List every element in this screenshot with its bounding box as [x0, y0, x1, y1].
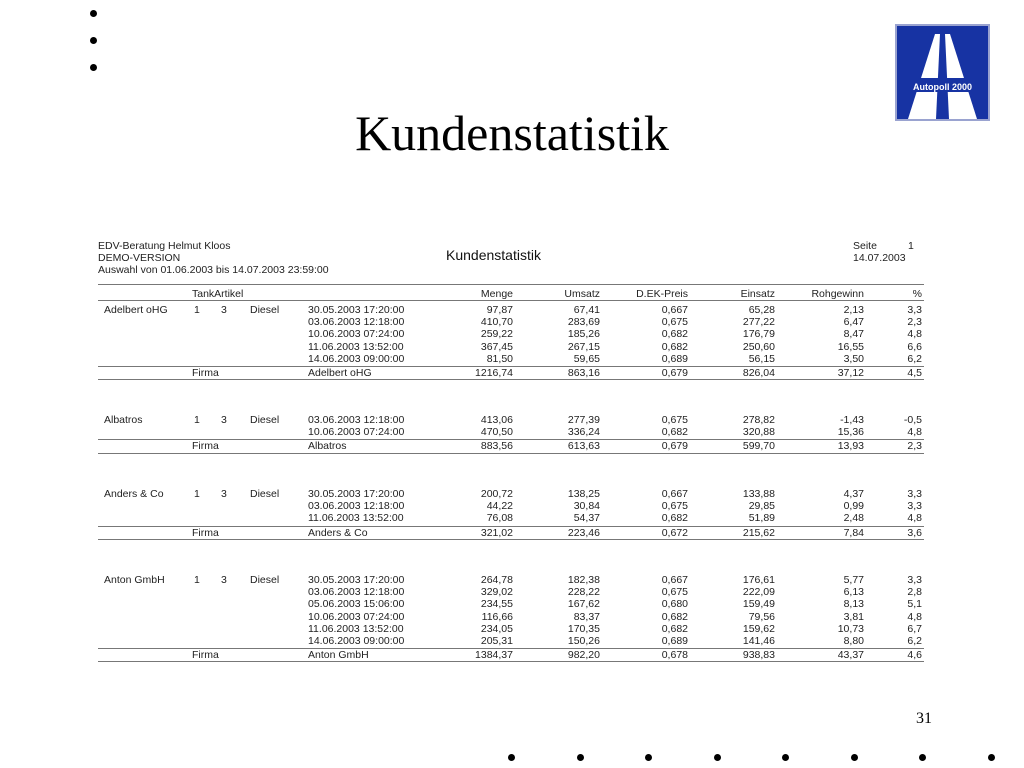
row-value: 4,8 [907, 328, 922, 341]
row-value: -1,43 [840, 414, 864, 426]
row-value: 6,47 [843, 316, 864, 329]
report-range: Auswahl von 01.06.2003 bis 14.07.2003 23:59:00 [98, 264, 329, 276]
row-value: 59,65 [573, 352, 600, 365]
row-value: 410,70 [480, 316, 513, 329]
total-value: 43,37 [837, 649, 864, 662]
artikel-number: 3 [221, 574, 227, 586]
col-header-percent: % [912, 288, 922, 300]
row-value: 5,1 [907, 598, 922, 611]
row-value: 367,45 [480, 340, 513, 353]
total-value: 0,672 [661, 526, 688, 539]
group-end-rule [98, 379, 924, 380]
total-value: 7,84 [843, 526, 864, 539]
row-value: 264,78 [480, 574, 513, 586]
total-value: 37,12 [837, 367, 864, 379]
row-value: 6,2 [907, 635, 922, 647]
row-value: 4,8 [907, 512, 922, 525]
row-value: 5,77 [843, 574, 864, 586]
row-value: 278,82 [742, 414, 775, 426]
footer-dot [988, 754, 995, 761]
slide-title: Kundenstatistik [355, 105, 669, 161]
total-value: 863,16 [567, 367, 600, 379]
row-value: 116,66 [481, 610, 513, 623]
customer-name: Albatros [104, 414, 143, 426]
row-value: 67,41 [573, 304, 600, 316]
row-value: 97,87 [486, 304, 513, 316]
row-timestamp: 30.05.2003 17:20:00 [308, 304, 405, 316]
total-value: 3,6 [907, 526, 922, 539]
row-timestamp: 03.06.2003 12:18:00 [308, 414, 405, 426]
col-header-einsatz: Einsatz [740, 288, 775, 300]
row-value: 176,79 [742, 328, 775, 341]
row-value: 44,22 [486, 500, 513, 513]
row-value: 470,50 [480, 426, 513, 439]
report-title: Kundenstatistik [446, 247, 541, 263]
report-page-value: 1 [908, 240, 914, 252]
total-label: Firma [192, 367, 219, 379]
row-timestamp: 11.06.2003 13:52:00 [308, 512, 404, 525]
row-value: 0,682 [661, 340, 688, 353]
row-value: 0,682 [661, 512, 688, 525]
row-value: 0,689 [661, 635, 688, 647]
row-value: 277,39 [567, 414, 600, 426]
row-value: 51,89 [748, 512, 775, 525]
row-timestamp: 30.05.2003 17:20:00 [308, 574, 405, 586]
row-value: 182,38 [567, 574, 600, 586]
row-value: 8,47 [843, 328, 864, 341]
row-timestamp: 05.06.2003 15:06:00 [308, 598, 405, 611]
artikel-number: 3 [221, 414, 227, 426]
tank-number: 1 [194, 304, 200, 316]
group-end-rule [98, 453, 924, 454]
row-value: 0,667 [661, 574, 688, 586]
row-value: 2,13 [843, 304, 864, 316]
row-value: 76,08 [486, 512, 513, 525]
row-timestamp: 14.06.2003 09:00:00 [308, 635, 405, 647]
logo-text: Autopoll 2000 [912, 82, 972, 92]
artikel-number: 3 [221, 488, 227, 500]
row-value: 3,3 [907, 304, 922, 316]
total-name: Albatros [308, 440, 347, 453]
row-value: 6,7 [907, 622, 922, 635]
footer-dot [782, 754, 789, 761]
row-value: 141,46 [742, 635, 775, 647]
bullet-dot [90, 10, 97, 17]
bullet-dot [90, 37, 97, 44]
row-value: 3,3 [907, 500, 922, 513]
total-value: 613,63 [567, 440, 600, 453]
row-value: 250,60 [742, 340, 775, 353]
total-value: 982,20 [567, 649, 600, 662]
total-value: 215,62 [742, 526, 775, 539]
row-timestamp: 11.06.2003 13:52:00 [308, 622, 404, 635]
row-value: 10,73 [837, 622, 864, 635]
total-value: 599,70 [742, 440, 775, 453]
col-header-rohgewinn: Rohgewinn [811, 288, 864, 300]
autopoll-logo [895, 24, 990, 121]
row-value: 0,675 [661, 500, 688, 513]
row-value: 0,667 [661, 488, 688, 500]
total-label: Firma [192, 440, 219, 453]
row-value: 0,682 [661, 622, 688, 635]
row-value: 170,35 [567, 622, 600, 635]
row-value: 176,61 [742, 574, 775, 586]
header-rule [98, 284, 924, 285]
total-value: 0,679 [661, 440, 688, 453]
fuel-type: Diesel [250, 488, 280, 500]
report-company: EDV-Beratung Helmut Kloos [98, 240, 231, 252]
row-value: 16,55 [837, 340, 864, 353]
customer-name: Anton GmbH [104, 574, 165, 586]
row-value: 6,6 [907, 340, 922, 353]
footer-dot [919, 754, 926, 761]
slide-bullet-dots [90, 10, 97, 91]
row-value: 0,675 [661, 316, 688, 329]
row-value: 83,37 [573, 610, 600, 623]
total-value: 223,46 [567, 526, 600, 539]
row-value: 8,13 [843, 598, 864, 611]
row-value: 79,56 [748, 610, 775, 623]
road-icon [897, 26, 988, 119]
row-timestamp: 03.06.2003 12:18:00 [308, 586, 405, 599]
footer-dot [577, 754, 584, 761]
row-value: 65,28 [748, 304, 775, 316]
tank-number: 1 [194, 414, 200, 426]
row-value: 234,55 [480, 598, 513, 611]
row-value: 167,62 [567, 598, 600, 611]
row-value: 4,8 [907, 610, 922, 623]
row-value: 0,675 [661, 586, 688, 599]
fuel-type: Diesel [250, 304, 280, 316]
row-value: 228,22 [567, 586, 600, 599]
footer-dot [851, 754, 858, 761]
row-value: 234,05 [480, 622, 513, 635]
footer-dot [645, 754, 652, 761]
row-value: 267,15 [567, 340, 600, 353]
bullet-dot [90, 64, 97, 71]
row-value: -0,5 [903, 414, 922, 426]
row-value: 413,06 [480, 414, 513, 426]
total-value: 4,6 [907, 649, 922, 662]
col-header-tank-artikel: TankArtikel [192, 288, 244, 300]
customer-name: Anders & Co [104, 488, 164, 500]
row-value: 3,3 [907, 488, 922, 500]
tank-number: 1 [194, 574, 200, 586]
row-value: 8,80 [843, 635, 864, 647]
row-value: 6,2 [907, 352, 922, 365]
row-value: 133,88 [742, 488, 775, 500]
total-label: Firma [192, 526, 219, 539]
row-timestamp: 30.05.2003 17:20:00 [308, 488, 405, 500]
row-timestamp: 14.06.2003 09:00:00 [308, 352, 405, 365]
row-value: 15,36 [837, 426, 864, 439]
fuel-type: Diesel [250, 414, 280, 426]
row-timestamp: 10.06.2003 07:24:00 [308, 426, 405, 439]
col-header-dek-preis: D.EK-Preis [636, 288, 688, 300]
row-value: 138,25 [567, 488, 600, 500]
footer-dot [508, 754, 515, 761]
footer-dot [714, 754, 721, 761]
row-value: 81,50 [486, 352, 513, 365]
row-value: 0,682 [661, 426, 688, 439]
total-value: 883,56 [480, 440, 513, 453]
row-value: 283,69 [567, 316, 600, 329]
row-timestamp: 03.06.2003 12:18:00 [308, 500, 405, 513]
artikel-number: 3 [221, 304, 227, 316]
total-value: 0,679 [661, 367, 688, 379]
total-value: 826,04 [742, 367, 775, 379]
row-value: 150,26 [567, 635, 600, 647]
total-value: 321,02 [480, 526, 513, 539]
col-header-umsatz: Umsatz [564, 288, 600, 300]
group-end-rule [98, 539, 924, 540]
row-value: 2,48 [843, 512, 864, 525]
row-value: 0,99 [843, 500, 864, 513]
row-value: 320,88 [742, 426, 775, 439]
total-value: 1216,74 [475, 367, 513, 379]
row-timestamp: 11.06.2003 13:52:00 [308, 340, 404, 353]
row-value: 159,49 [742, 598, 775, 611]
row-value: 0,682 [661, 610, 688, 623]
row-value: 336,24 [567, 426, 600, 439]
row-value: 205,31 [480, 635, 513, 647]
row-value: 0,682 [661, 328, 688, 341]
row-value: 3,3 [907, 574, 922, 586]
row-value: 29,85 [748, 500, 775, 513]
row-value: 0,680 [661, 598, 688, 611]
row-value: 259,22 [480, 328, 513, 341]
row-value: 0,689 [661, 352, 688, 365]
row-timestamp: 03.06.2003 12:18:00 [308, 316, 405, 329]
total-value: 4,5 [907, 367, 922, 379]
total-name: Adelbert oHG [308, 367, 372, 379]
total-value: 2,3 [907, 440, 922, 453]
report-document [98, 236, 928, 666]
total-value: 0,678 [661, 649, 688, 662]
row-value: 277,22 [742, 316, 775, 329]
total-label: Firma [192, 649, 219, 662]
customer-name: Adelbert oHG [104, 304, 168, 316]
total-name: Anders & Co [308, 526, 368, 539]
report-date: 14.07.2003 [853, 252, 906, 264]
row-timestamp: 10.06.2003 07:24:00 [308, 328, 405, 341]
total-name: Anton GmbH [308, 649, 369, 662]
row-value: 30,84 [573, 500, 600, 513]
total-value: 1384,37 [475, 649, 513, 662]
row-value: 3,81 [843, 610, 864, 623]
row-value: 185,26 [567, 328, 600, 341]
slide-footer-dots [508, 754, 1008, 764]
report-page-label: Seite [853, 240, 877, 252]
total-value: 13,93 [837, 440, 864, 453]
row-value: 6,13 [843, 586, 864, 599]
row-value: 200,72 [480, 488, 513, 500]
row-value: 4,37 [843, 488, 864, 500]
tank-number: 1 [194, 488, 200, 500]
row-value: 222,09 [742, 586, 775, 599]
row-value: 4,8 [907, 426, 922, 439]
group-end-rule [98, 661, 924, 662]
row-value: 54,37 [573, 512, 600, 525]
row-value: 159,62 [742, 622, 775, 635]
row-value: 56,15 [748, 352, 775, 365]
col-header-menge: Menge [480, 288, 513, 300]
fuel-type: Diesel [250, 574, 280, 586]
row-value: 2,3 [907, 316, 922, 329]
slide-page-number: 31 [916, 710, 932, 727]
report-version: DEMO-VERSION [98, 252, 181, 264]
row-value: 0,667 [661, 304, 688, 316]
total-value: 938,83 [742, 649, 775, 662]
row-value: 0,675 [661, 414, 688, 426]
row-timestamp: 10.06.2003 07:24:00 [308, 610, 405, 623]
row-value: 2,8 [907, 586, 922, 599]
header-rule [98, 300, 924, 301]
row-value: 329,02 [480, 586, 513, 599]
row-value: 3,50 [843, 352, 864, 365]
